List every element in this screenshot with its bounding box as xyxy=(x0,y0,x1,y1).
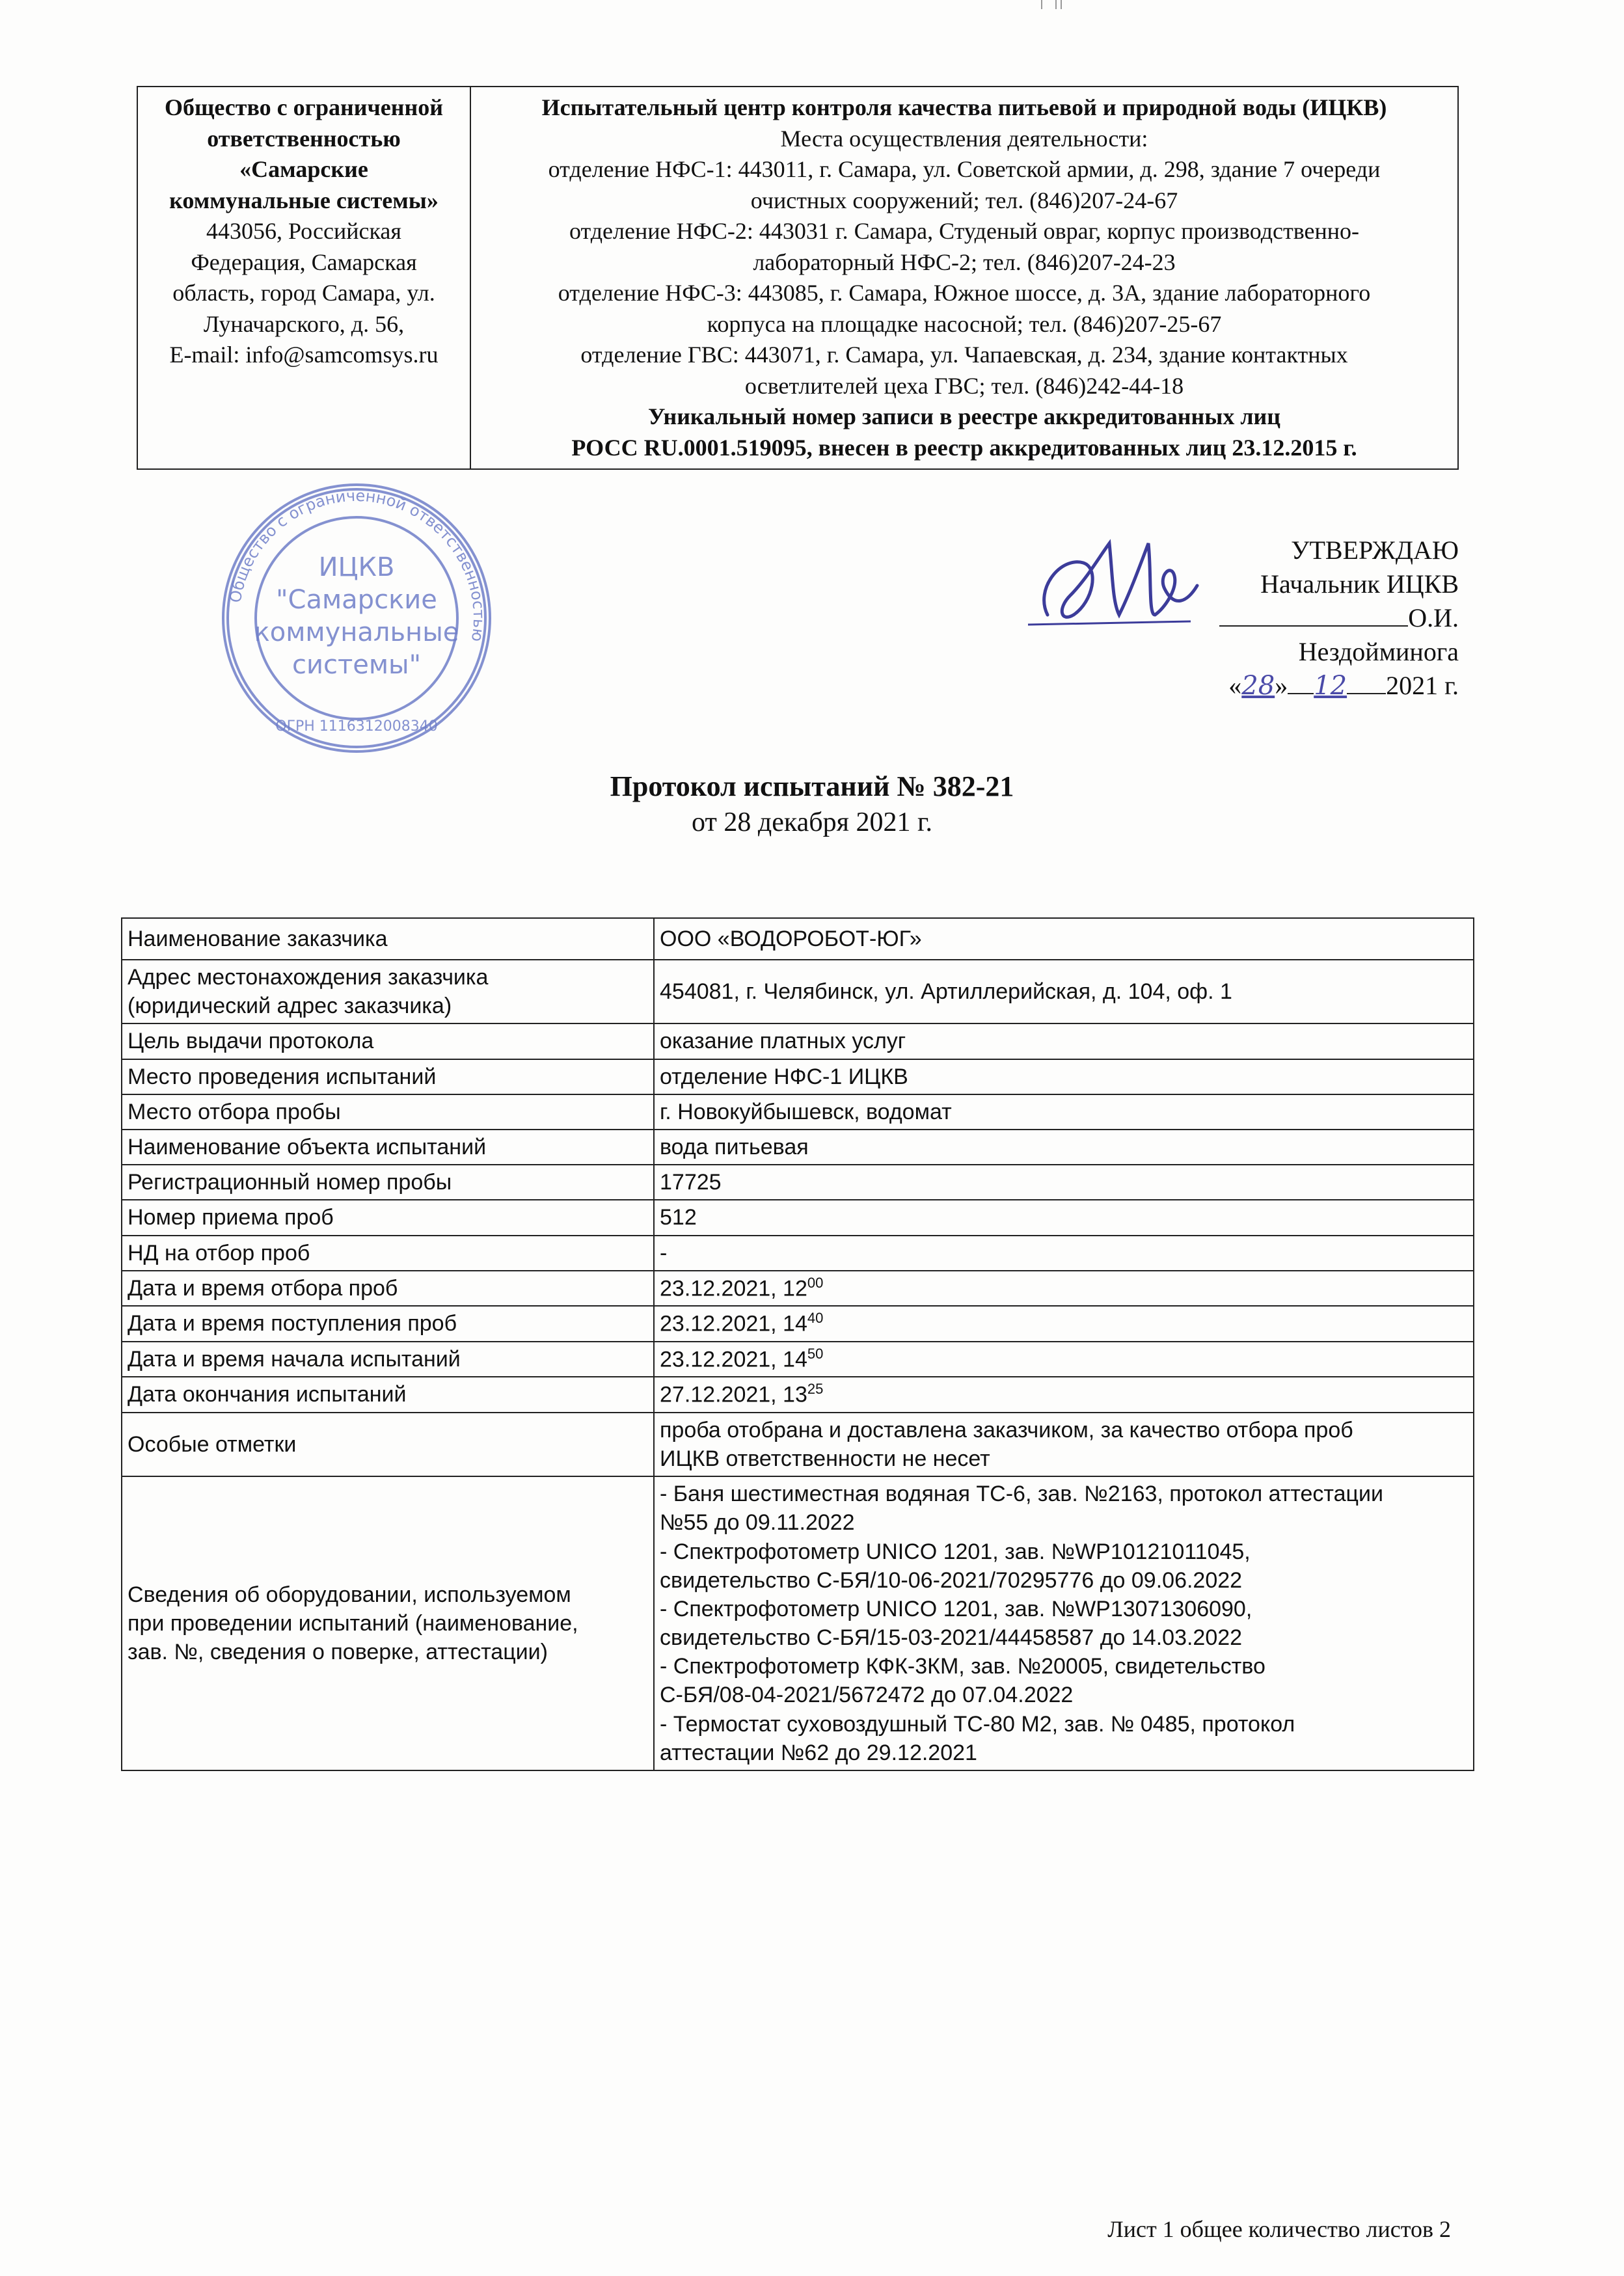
org-name-line: коммунальные системы» xyxy=(169,187,439,213)
row-value xyxy=(654,1377,1474,1413)
row-label xyxy=(122,960,654,1023)
approve-heading: УТВЕРЖДАЮ xyxy=(1291,535,1459,565)
nfs2-address: отделение НФС-2: 443031 г. Самара, Студеный овраг, корпус производственно- xyxy=(569,218,1360,245)
equipment-line: - Спектрофотометр КФК-3КМ, зав. №20005, свидетельство xyxy=(660,1654,1265,1679)
nfs1-address: очистных сооружений; тел. (846)207-24-67 xyxy=(750,187,1178,213)
row-label-line: при проведении испытаний (наименование, xyxy=(128,1610,578,1636)
table-row xyxy=(122,1236,1474,1271)
row-value-line: проба отобрана и доставлена заказчиком, за качество отбора проб xyxy=(660,1417,1353,1443)
date-value: 27.12.2021, 13 xyxy=(660,1382,807,1407)
approver-name: О.И. Нездойминога xyxy=(1298,603,1459,666)
row-value xyxy=(654,1306,1474,1342)
stamp-ogrn: ОГРН 1116312008340 xyxy=(275,718,438,735)
row-value xyxy=(654,1342,1474,1377)
date-value: 23.12.2021, 14 xyxy=(660,1347,807,1372)
table-row xyxy=(122,1413,1474,1476)
nfs3-address: отделение НФС-3: 443085, г. Самара, Южное шоссе, д. 3А, здание лабораторного xyxy=(558,280,1371,306)
equipment-line: - Спектрофотометр UNICO 1201, зав. №WP13071306090, xyxy=(660,1596,1252,1621)
org-name-line: «Самарские xyxy=(239,156,368,183)
testing-center-title: Испытательный центр контроля качества питьевой и природной воды (ИЦКВ) xyxy=(541,94,1387,120)
row-value: ООО «ВОДОРОБОТ-ЮГ» xyxy=(654,918,1474,960)
time-minutes: 00 xyxy=(807,1274,824,1291)
table-row xyxy=(122,1023,1474,1059)
stamp-center-text: ИЦКВ xyxy=(318,552,395,582)
org-email: E-mail: info@samcomsys.ru xyxy=(169,342,439,368)
table-row xyxy=(122,1200,1474,1235)
equipment-line: - Спектрофотометр UNICO 1201, зав. №WP10121011045, xyxy=(660,1539,1251,1564)
equipment-line: - Термостат суховоздушный ТС-80 М2, зав. № 0485, протокол xyxy=(660,1711,1295,1737)
row-value: вода питьевая xyxy=(654,1130,1474,1165)
stamp-center-text: "Самарские xyxy=(276,585,437,615)
approval-block xyxy=(1120,534,1459,703)
row-value: г. Новокуйбышевск, водомат xyxy=(654,1094,1474,1130)
row-value: оказание платных услуг xyxy=(654,1023,1474,1059)
table-row xyxy=(122,1165,1474,1200)
protocol-title: Протокол испытаний № 382-21 xyxy=(610,770,1014,802)
protocol-date: от 28 декабря 2021 г. xyxy=(692,807,932,838)
row-label: Цель выдачи протокола xyxy=(122,1023,654,1059)
table-row xyxy=(122,1342,1474,1377)
equipment-line: свидетельство С-БЯ/15-03-2021/44458587 до 14.03.2022 xyxy=(660,1625,1243,1651)
row-label: Место отбора пробы xyxy=(122,1094,654,1130)
stamp-center-text: системы" xyxy=(291,650,422,680)
registry-line: Уникальный номер записи в реестре аккредитованных лиц xyxy=(647,403,1281,430)
protocol-info-table xyxy=(121,917,1474,1771)
row-value: 17725 xyxy=(654,1165,1474,1200)
row-label: НД на отбор проб xyxy=(122,1236,654,1271)
row-label-line: (юридический адрес заказчика) xyxy=(128,994,452,1019)
org-address-line: Федерация, Самарская xyxy=(191,249,417,275)
equipment-line: - Баня шестиместная водяная ТС-6, зав. №2163, протокол аттестации xyxy=(660,1482,1383,1507)
row-label: Регистрационный номер пробы xyxy=(122,1165,654,1200)
row-label: Особые отметки xyxy=(122,1413,654,1476)
row-label xyxy=(122,1476,654,1770)
testing-center-cell xyxy=(470,87,1458,469)
table-row xyxy=(122,1059,1474,1094)
row-value xyxy=(654,1413,1474,1476)
row-value: отделение НФС-1 ИЦКВ xyxy=(654,1059,1474,1094)
nfs1-address: отделение НФС-1: 443011, г. Самара, ул. Советской армии, д. 298, здание 7 очереди xyxy=(548,156,1381,183)
nfs2-address: лабораторный НФС-2; тел. (846)207-24-23 xyxy=(753,249,1176,275)
row-label: Дата и время отбора проб xyxy=(122,1271,654,1307)
places-label: Места осуществления деятельности: xyxy=(780,125,1148,152)
table-row xyxy=(122,918,1474,960)
row-label: Дата окончания испытаний xyxy=(122,1377,654,1413)
table-row xyxy=(122,960,1474,1023)
row-label: Наименование заказчика xyxy=(122,918,654,960)
gvs-address: осветлителей цеха ГВС; тел. (846)242-44-18 xyxy=(744,372,1184,399)
registry-number: РОСС RU.0001.519095, внесен в реестр аккредитованных лиц 23.12.2015 г. xyxy=(571,434,1357,461)
org-address-line: область, город Самара, ул. xyxy=(172,280,435,306)
stamp-ring-text: Общество с ограниченной ответственностью xyxy=(226,486,489,643)
date-value: 23.12.2021, 14 xyxy=(660,1311,807,1336)
stamp-center-text: коммунальные xyxy=(254,617,459,647)
row-value: - xyxy=(654,1236,1474,1271)
org-address-line: Луначарского, д. 56, xyxy=(203,310,405,337)
row-label: Наименование объекта испытаний xyxy=(122,1130,654,1165)
approval-year: 2021 г. xyxy=(1386,671,1459,700)
row-label-line: зав. №, сведения о поверке, аттестации) xyxy=(128,1640,548,1665)
row-value xyxy=(654,1271,1474,1307)
approver-position: Начальник ИЦКВ xyxy=(1260,569,1459,599)
protocol-title-block xyxy=(0,768,1624,841)
row-label-line: Сведения об оборудовании, используемом xyxy=(128,1582,571,1607)
approval-month: 12 xyxy=(1314,671,1347,701)
letterhead-table xyxy=(137,86,1459,470)
org-name-line: Общество с ограниченной xyxy=(164,94,443,120)
row-label: Номер приема проб xyxy=(122,1200,654,1235)
equipment-list xyxy=(654,1476,1474,1770)
organization-stamp xyxy=(207,478,506,758)
table-row xyxy=(122,1476,1474,1770)
row-label: Дата и время поступления проб xyxy=(122,1306,654,1342)
row-value-line: ИЦКВ ответственности не несет xyxy=(660,1446,990,1471)
nfs3-address: корпуса на площадке насосной; тел. (846)207-25-67 xyxy=(707,310,1222,337)
row-label-line: Адрес местонахождения заказчика xyxy=(128,965,489,990)
table-row xyxy=(122,1094,1474,1130)
equipment-line: С-БЯ/08-04-2021/5672472 до 07.04.2022 xyxy=(660,1683,1074,1708)
row-label: Место проведения испытаний xyxy=(122,1059,654,1094)
approval-date: «28» 12 2021 г. xyxy=(1228,671,1459,701)
table-row xyxy=(122,1130,1474,1165)
org-address-line: 443056, Российская xyxy=(206,218,401,245)
organization-cell xyxy=(137,87,470,469)
equipment-line: №55 до 09.11.2022 xyxy=(660,1510,855,1536)
row-label: Дата и время начала испытаний xyxy=(122,1342,654,1377)
row-value: 512 xyxy=(654,1200,1474,1235)
date-value: 23.12.2021, 12 xyxy=(660,1276,807,1301)
equipment-line: аттестации №62 до 29.12.2021 xyxy=(660,1740,977,1765)
table-row xyxy=(122,1377,1474,1413)
approval-day: 28 xyxy=(1241,671,1275,701)
gvs-address: отделение ГВС: 443071, г. Самара, ул. Чапаевская, д. 234, здание контактных xyxy=(580,342,1348,368)
table-row xyxy=(122,1271,1474,1307)
page-counter: Лист 1 общее количество листов 2 xyxy=(1107,2216,1451,2242)
org-name-line: ответственностью xyxy=(207,125,401,152)
scan-edge-marks xyxy=(1041,0,1106,13)
time-minutes: 50 xyxy=(807,1345,824,1362)
time-minutes: 25 xyxy=(807,1381,824,1398)
equipment-line: свидетельство С-БЯ/10-06-2021/70295776 до 09.06.2022 xyxy=(660,1567,1243,1593)
table-row xyxy=(122,1306,1474,1342)
row-value: 454081, г. Челябинск, ул. Артиллерийская, д. 104, оф. 1 xyxy=(654,960,1474,1023)
time-minutes: 40 xyxy=(807,1310,824,1327)
